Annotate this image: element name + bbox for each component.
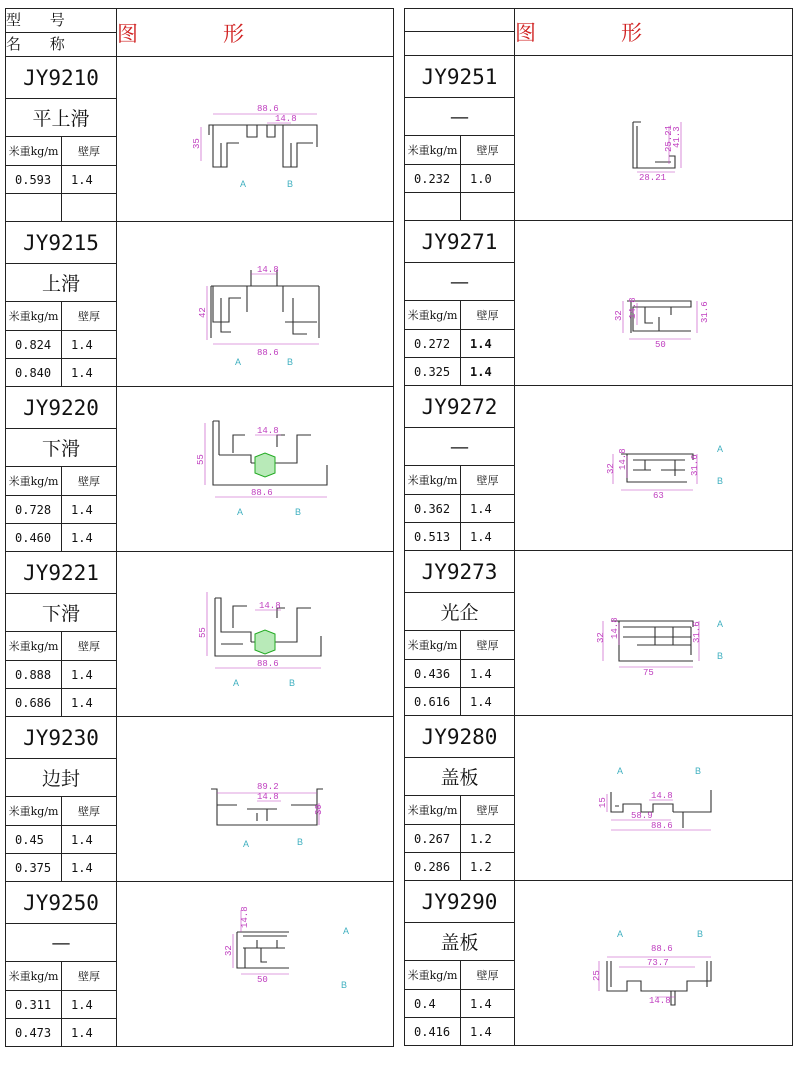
dimension-label: 55 — [198, 627, 208, 638]
unit-weight-value: 0.272 — [405, 330, 461, 358]
wall-thickness-label: 壁厚 — [461, 301, 515, 330]
profile-figure-jy9215 — [117, 222, 394, 387]
profile-drawing — [515, 56, 792, 221]
wall-thickness-value — [461, 193, 515, 221]
dimension-label: 41.3 — [672, 126, 682, 148]
profile-figure-jy9210 — [117, 57, 394, 222]
model-number: JY9220 — [6, 387, 117, 429]
wall-thickness-label: 壁厚 — [461, 796, 515, 825]
side-label-a: A — [717, 444, 724, 454]
profile-outline — [611, 621, 693, 661]
unit-weight-value: 0.728 — [6, 496, 62, 524]
unit-weight-value: 0.616 — [405, 688, 461, 716]
side-label-a: A — [240, 179, 247, 189]
profile-outline — [621, 454, 693, 482]
model-number: JY9271 — [405, 221, 515, 263]
unit-weight-label: 米重kg/m — [6, 632, 62, 661]
wall-thickness-label: 壁厚 — [461, 631, 515, 660]
unit-weight-label: 米重kg/m — [405, 961, 461, 990]
unit-weight-value: 0.325 — [405, 358, 461, 386]
wall-thickness-value: 1.4 — [62, 826, 117, 854]
profile-outline — [209, 125, 317, 167]
dimension-label: 73.7 — [647, 958, 669, 968]
product-name: 边封 — [6, 759, 117, 797]
model-number: JY9221 — [6, 552, 117, 594]
dimension-label: 14.8 — [618, 448, 628, 470]
unit-weight-value: 0.436 — [405, 660, 461, 688]
wall-thickness-value — [62, 194, 117, 222]
dimension-label: 89.2 — [257, 782, 279, 792]
profile-drawing — [515, 881, 792, 1046]
side-label-b: B — [287, 357, 294, 367]
green-seal-insert — [255, 630, 275, 654]
unit-weight-value: 0.824 — [6, 331, 62, 359]
dimension-label: 28.21 — [639, 173, 667, 183]
right-catalog-table — [404, 8, 793, 1046]
unit-weight-value: 0.375 — [6, 854, 62, 882]
wall-thickness-value: 1.4 — [62, 661, 117, 689]
wall-thickness-value: 1.4 — [461, 495, 515, 523]
unit-weight-value — [405, 193, 461, 221]
dimension-label: 50 — [655, 340, 666, 350]
model-header-blank — [405, 9, 515, 32]
dimension-label: 25.21 — [664, 124, 674, 152]
unit-weight-label: 米重kg/m — [405, 301, 461, 330]
wall-thickness-label: 壁厚 — [62, 962, 117, 991]
unit-weight-value: 0.286 — [405, 853, 461, 881]
wall-thickness-label: 壁厚 — [461, 466, 515, 495]
unit-weight-value: 0.473 — [6, 1019, 62, 1047]
side-label-a: A — [237, 507, 244, 517]
product-name: 光企 — [405, 593, 515, 631]
dimension-label: 50 — [257, 975, 268, 985]
product-name: — — [405, 98, 515, 136]
model-number: JY9250 — [6, 882, 117, 924]
dimension-label: 32 — [224, 945, 234, 956]
profile-figure-jy9273 — [515, 551, 793, 716]
side-label-b: B — [717, 476, 724, 486]
name-header: 名 称 — [6, 33, 117, 57]
profile-drawing — [515, 386, 792, 551]
left-catalog-table — [5, 8, 394, 1047]
dimension-label: 32 — [606, 463, 616, 474]
dimension-label: 14.8 — [649, 996, 671, 1006]
wall-thickness-value: 1.4 — [62, 1019, 117, 1047]
unit-weight-label: 米重kg/m — [405, 796, 461, 825]
model-number: JY9251 — [405, 56, 515, 98]
unit-weight-value: 0.840 — [6, 359, 62, 387]
unit-weight-value: 0.593 — [6, 166, 62, 194]
profile-outline — [237, 932, 289, 968]
profile-drawing — [515, 716, 792, 881]
profile-figure-jy9251 — [515, 56, 793, 221]
dimension-label: 14.8 — [240, 906, 250, 928]
wall-thickness-label: 壁厚 — [461, 136, 515, 165]
dimension-label: 75 — [643, 668, 654, 678]
product-name: — — [405, 263, 515, 301]
dimension-label: 14.8 — [628, 297, 638, 319]
dimension-label: 88.6 — [257, 104, 279, 114]
dimension-label: 14.8 — [651, 791, 673, 801]
profile-drawing — [515, 551, 792, 716]
model-number: JY9215 — [6, 222, 117, 264]
model-number: JY9280 — [405, 716, 515, 758]
dimension-label: 58.9 — [631, 811, 653, 821]
model-number: JY9210 — [6, 57, 117, 99]
unit-weight-value: 0.362 — [405, 495, 461, 523]
unit-weight-value: 0.45 — [6, 826, 62, 854]
model-number: JY9290 — [405, 881, 515, 923]
profile-figure-jy9280 — [515, 716, 793, 881]
side-label-b: B — [717, 651, 724, 661]
dimension-label: 32 — [596, 632, 606, 643]
dimension-line — [201, 114, 317, 161]
profile-figure-jy9290 — [515, 881, 793, 1046]
wall-thickness-value: 1.4 — [461, 358, 515, 386]
unit-weight-value: 0.232 — [405, 165, 461, 193]
product-name: 盖板 — [405, 923, 515, 961]
wall-thickness-value: 1.4 — [461, 688, 515, 716]
dimension-label: 35 — [192, 138, 202, 149]
dimension-label: 31.6 — [692, 621, 702, 643]
product-name: 上滑 — [6, 264, 117, 302]
wall-thickness-value: 1.4 — [461, 523, 515, 551]
side-label-b: B — [297, 837, 304, 847]
wall-thickness-value: 1.2 — [461, 853, 515, 881]
product-name: — — [6, 924, 117, 962]
side-label-b: B — [697, 929, 704, 939]
profile-drawing — [515, 221, 792, 386]
unit-weight-label: 米重kg/m — [405, 631, 461, 660]
name-header-blank — [405, 32, 515, 56]
dimension-label: 88.6 — [651, 821, 673, 831]
profile-figure-jy9271 — [515, 221, 793, 386]
unit-weight-value: 0.4 — [405, 990, 461, 1018]
wall-thickness-value: 1.4 — [461, 1018, 515, 1046]
wall-thickness-label: 壁厚 — [62, 797, 117, 826]
unit-weight-value: 0.686 — [6, 689, 62, 717]
dimension-label: 88.6 — [257, 348, 279, 358]
side-label-b: B — [341, 980, 348, 990]
side-label-a: A — [243, 839, 250, 849]
profile-drawing — [117, 222, 394, 387]
dimension-label: 88.6 — [257, 659, 279, 669]
product-name: 盖板 — [405, 758, 515, 796]
product-name: 平上滑 — [6, 99, 117, 137]
unit-weight-label: 米重kg/m — [6, 467, 62, 496]
profile-outline — [211, 270, 319, 338]
dimension-label: 14.8 — [259, 601, 281, 611]
dimension-label: 88.6 — [251, 488, 273, 498]
profile-drawing — [117, 387, 394, 552]
wall-thickness-value: 1.4 — [62, 689, 117, 717]
dimension-label: 14.8 — [610, 617, 620, 639]
profile-figure-jy9220 — [117, 387, 394, 552]
unit-weight-label: 米重kg/m — [6, 302, 62, 331]
unit-weight-value: 0.513 — [405, 523, 461, 551]
wall-thickness-value: 1.4 — [62, 331, 117, 359]
unit-weight-value: 0.311 — [6, 991, 62, 1019]
wall-thickness-value: 1.4 — [461, 330, 515, 358]
product-name: — — [405, 428, 515, 466]
dimension-label: 55 — [196, 454, 206, 465]
unit-weight-label: 米重kg/m — [6, 962, 62, 991]
side-label-a: A — [717, 619, 724, 629]
model-number: JY9273 — [405, 551, 515, 593]
wall-thickness-label: 壁厚 — [62, 467, 117, 496]
side-label-a: A — [617, 929, 624, 939]
wall-thickness-value: 1.2 — [461, 825, 515, 853]
profile-drawing — [117, 717, 394, 882]
profile-drawing — [117, 57, 394, 222]
unit-weight-value: 0.888 — [6, 661, 62, 689]
dimension-label: 63 — [653, 491, 664, 501]
wall-thickness-label: 壁厚 — [62, 632, 117, 661]
product-name: 下滑 — [6, 594, 117, 632]
wall-thickness-value: 1.4 — [461, 990, 515, 1018]
dimension-label: 14.8 — [257, 792, 279, 802]
model-number: JY9272 — [405, 386, 515, 428]
wall-thickness-value: 1.4 — [62, 359, 117, 387]
profile-figure-jy9230 — [117, 717, 394, 882]
dimension-label: 15 — [598, 797, 608, 808]
dimension-label: 32 — [614, 310, 624, 321]
unit-weight-label: 米重kg/m — [405, 136, 461, 165]
wall-thickness-label: 壁厚 — [461, 961, 515, 990]
figure-header: 图 形 — [515, 9, 793, 56]
wall-thickness-value: 1.4 — [62, 496, 117, 524]
wall-thickness-label: 壁厚 — [62, 137, 117, 166]
model-number: JY9230 — [6, 717, 117, 759]
model-header: 型 号 — [6, 9, 117, 33]
unit-weight-label: 米重kg/m — [6, 137, 62, 166]
profile-figure-jy9221 — [117, 552, 394, 717]
unit-weight-value: 0.416 — [405, 1018, 461, 1046]
side-label-a: A — [233, 678, 240, 688]
wall-thickness-value: 1.4 — [62, 166, 117, 194]
side-label-b: B — [695, 766, 702, 776]
dimension-label: 42 — [198, 307, 208, 318]
unit-weight-value — [6, 194, 62, 222]
dimension-label: 14.8 — [257, 265, 279, 275]
wall-thickness-value: 1.0 — [461, 165, 515, 193]
side-label-a: A — [343, 926, 350, 936]
dimension-label: 88.6 — [651, 944, 673, 954]
figure-header: 图 形 — [117, 9, 394, 57]
side-label-b: B — [287, 179, 294, 189]
green-seal-insert — [255, 453, 275, 477]
unit-weight-value: 0.267 — [405, 825, 461, 853]
unit-weight-label: 米重kg/m — [6, 797, 62, 826]
profile-drawing — [117, 882, 394, 1047]
dimension-label: 14.8 — [275, 114, 297, 124]
product-name: 下滑 — [6, 429, 117, 467]
wall-thickness-value: 1.4 — [62, 854, 117, 882]
unit-weight-label: 米重kg/m — [405, 466, 461, 495]
side-label-a: A — [617, 766, 624, 776]
profile-figure-jy9250 — [117, 882, 394, 1047]
unit-weight-value: 0.460 — [6, 524, 62, 552]
wall-thickness-value: 1.4 — [461, 660, 515, 688]
dimension-label: 30 — [314, 804, 324, 815]
dimension-label: 14.8 — [257, 426, 279, 436]
side-label-a: A — [235, 357, 242, 367]
wall-thickness-value: 1.4 — [62, 991, 117, 1019]
side-label-b: B — [289, 678, 296, 688]
profile-drawing — [117, 552, 394, 717]
dimension-label: 31.6 — [700, 301, 710, 323]
dimension-label: 25 — [592, 970, 602, 981]
wall-thickness-label: 壁厚 — [62, 302, 117, 331]
profile-figure-jy9272 — [515, 386, 793, 551]
side-label-b: B — [295, 507, 302, 517]
dimension-label: 31.6 — [690, 454, 700, 476]
wall-thickness-value: 1.4 — [62, 524, 117, 552]
